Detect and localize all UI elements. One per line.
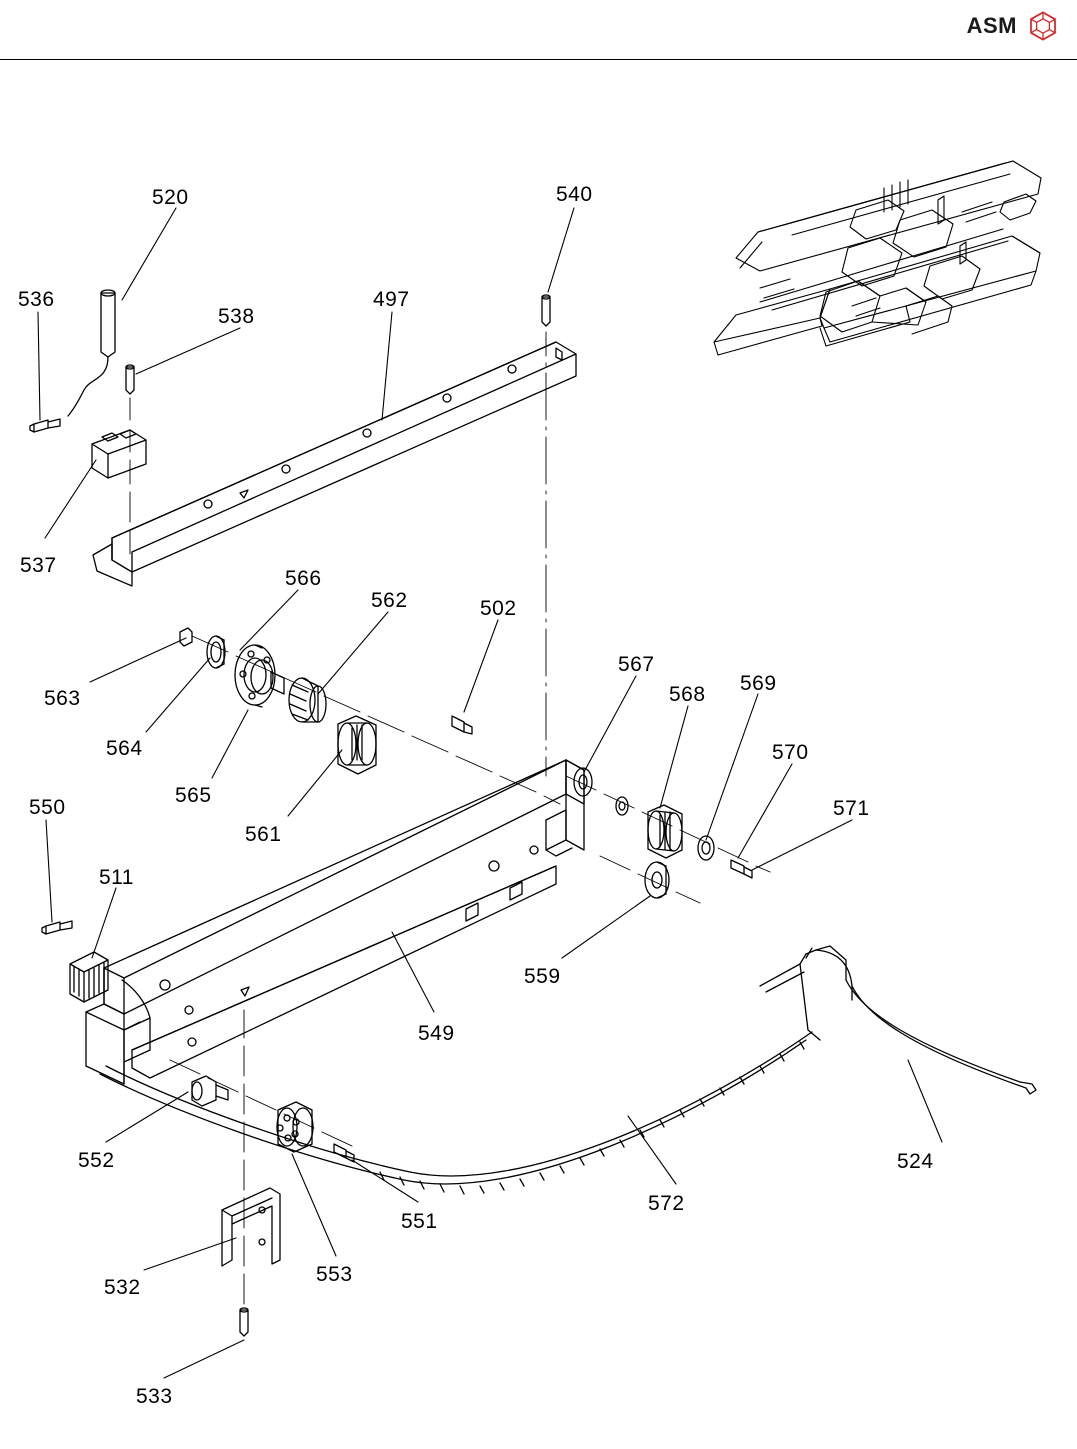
part-540-pin — [542, 295, 550, 326]
callout-571: 571 — [833, 797, 870, 820]
callout-511: 511 — [99, 866, 134, 889]
centerline-left-shaft — [192, 636, 560, 804]
callout-562: 562 — [371, 589, 408, 612]
inset-overview-assembly — [708, 161, 1047, 360]
callout-561: 561 — [245, 823, 282, 846]
part-538-pin — [126, 365, 134, 394]
callout-533: 533 — [136, 1385, 173, 1408]
part-572-belt — [100, 1032, 812, 1194]
callout-569: 569 — [740, 672, 777, 695]
callout-565: 565 — [175, 784, 212, 807]
callout-538: 538 — [218, 305, 255, 328]
callout-567: 567 — [618, 653, 655, 676]
callout-497: 497 — [373, 288, 410, 311]
callout-502: 502 — [480, 597, 517, 620]
part-524-rod — [760, 946, 1036, 1094]
callout-570: 570 — [772, 741, 809, 764]
callout-572: 572 — [648, 1192, 685, 1215]
callout-537: 537 — [20, 554, 57, 577]
brand-lockup — [967, 10, 1059, 42]
callout-559: 559 — [524, 965, 561, 988]
part-497-rail — [93, 342, 576, 586]
callout-540: 540 — [556, 183, 593, 206]
callout-563: 563 — [44, 687, 81, 710]
callout-551: 551 — [401, 1210, 438, 1233]
right-shaft-components — [574, 768, 752, 898]
brand-name: ASM — [966, 13, 1017, 38]
callout-536: 536 — [18, 288, 55, 311]
callout-564: 564 — [106, 737, 143, 760]
part-549-frame — [86, 760, 584, 1084]
callout-552: 552 — [78, 1149, 115, 1172]
callout-566: 566 — [285, 567, 322, 590]
page-header — [0, 0, 1077, 60]
callout-532: 532 — [104, 1276, 141, 1299]
callout-524: 524 — [897, 1150, 934, 1173]
part-502-pin — [452, 716, 472, 734]
leader-lines — [38, 208, 942, 1378]
callout-553: 553 — [316, 1263, 353, 1286]
part-536-screw — [30, 419, 60, 432]
callout-550: 550 — [29, 796, 66, 819]
callout-568: 568 — [669, 683, 706, 706]
technical-drawing — [0, 60, 1077, 1449]
part-537-block — [92, 430, 146, 478]
drawing-svg — [0, 60, 1077, 1449]
left-shaft-components — [180, 628, 376, 774]
part-511-pulley — [70, 952, 108, 1002]
callout-520: 520 — [152, 186, 189, 209]
hexagon-cube-logo-icon — [1027, 10, 1059, 42]
lower-components — [192, 1076, 354, 1336]
part-550-screw — [42, 921, 72, 934]
callout-549: 549 — [418, 1022, 455, 1045]
centerline-right-shaft — [566, 776, 770, 903]
part-520-sensor — [68, 290, 115, 416]
